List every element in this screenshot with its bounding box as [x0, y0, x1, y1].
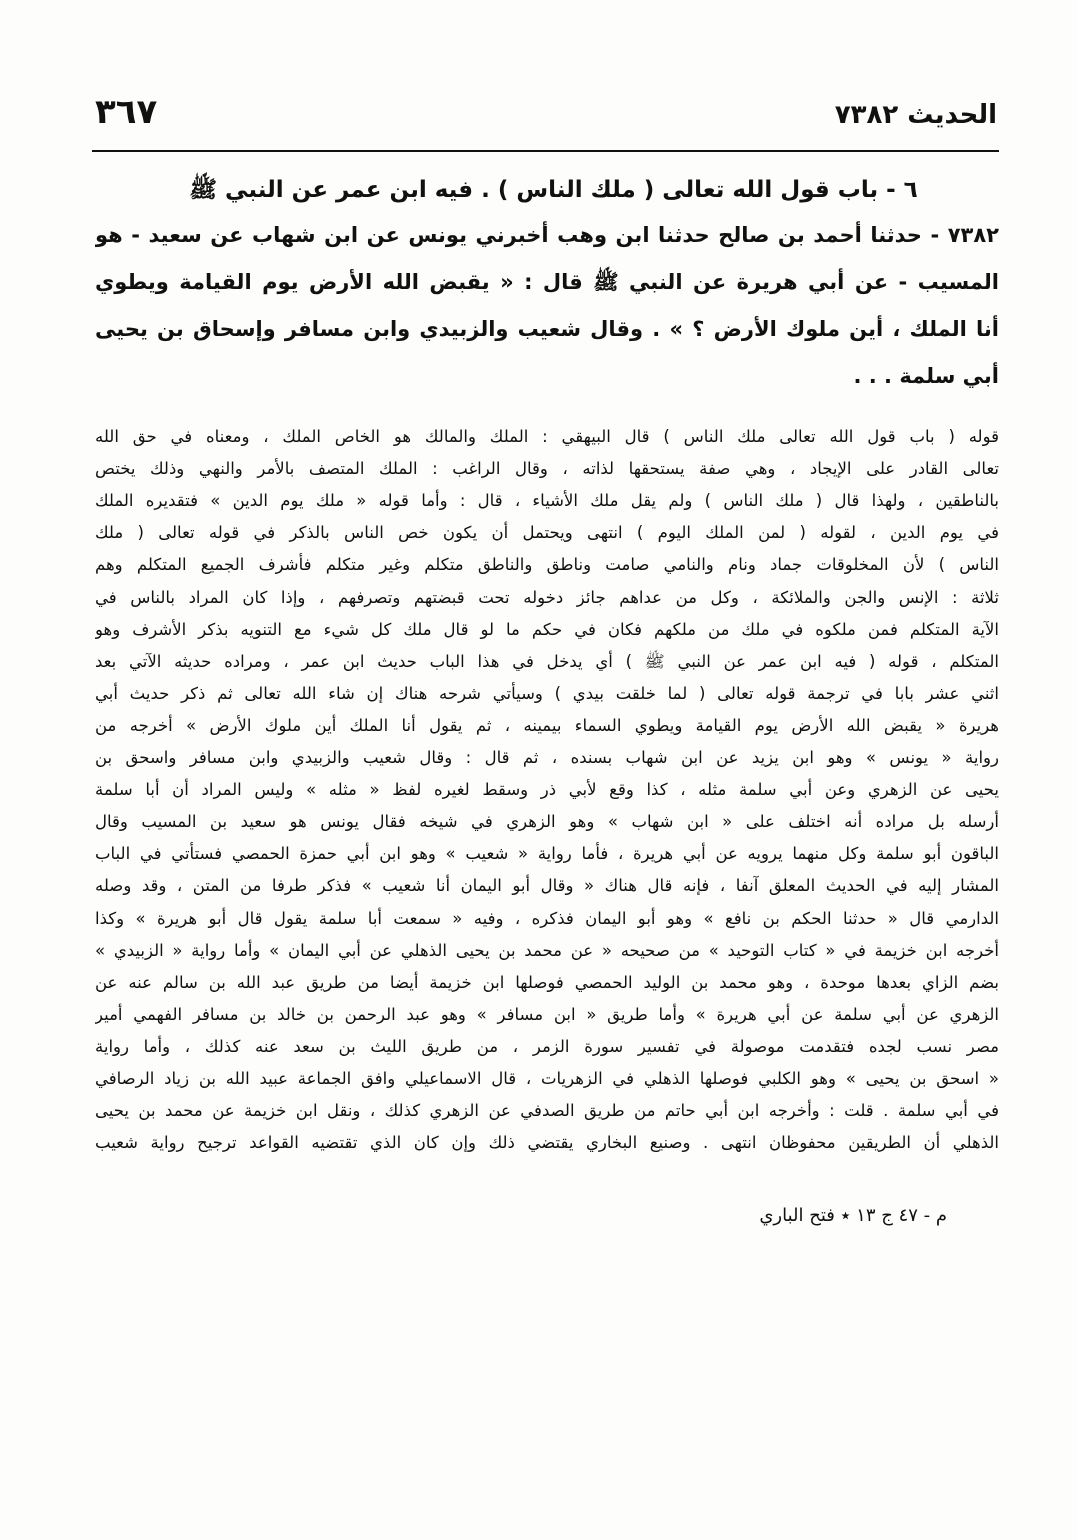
commentary-line: تعالى القادر على الإيجاد ، وهي صفة يستحقها لذاته ، وقال الراغب : الملك المتصف بالأمر والنهي وذلك يختص: [95, 459, 999, 479]
commentary-line: أخرجه ابن خزيمة في « كتاب التوحيد » من صحيحه « عن محمد بن يحيى الذهلي عن أبي اليمان » وأما رواية « الزبيدي »: [95, 940, 999, 960]
commentary-line: الدارمي قال « حدثنا الحكم بن نافع » وهو أبو اليمان فذكره ، وفيه « سمعت أبا سلمة يقول قال أبو هريرة » وكذا: [95, 908, 999, 928]
commentary-line: بضم الزاي بعدها موحدة ، وهو محمد بن الوليد الحمصي فوصلها ابن خزيمة أيضا من طريق عبد الله بن سالم عنه عن: [95, 972, 999, 992]
commentary-line: رواية « يونس » وهو ابن يزيد عن ابن شهاب بسنده ، ثم قال : وقال شعيب والزبيدي وابن مسافر واسحق بن: [95, 748, 999, 767]
commentary-line: ثلاثة : الإنس والجن والملائكة ، وكل من عداهم جائز دخوله تحت قبضتهم وتصرفهم ، وإذا كان المراد بالناس في: [95, 587, 999, 607]
commentary-line: الذهلي أن الطريقين محفوظان انتهى . وصنيع البخاري يقتضي ذلك وإن كان الذي تقتضيه القواعد ترجيح رواية شعيب: [95, 1133, 999, 1153]
hadith-line: المسيب - عن أبي هريرة عن النبي ﷺ قال : « يقبض الله الأرض يوم القيامة ويطوي: [95, 270, 999, 294]
page-header: [95, 92, 997, 142]
hadith-line: أنا الملك ، أين ملوك الأرض ؟ » . وقال شعيب والزبيدي وابن مسافر وإسحاق بن يحيى: [95, 317, 999, 341]
commentary-line: بالناطقين ، ولهذا قال ( ملك الناس ) ولم يقل ملك الأشياء ، قال : وأما قوله « ملك يوم الدين » فتقديره الملك: [95, 491, 999, 511]
commentary-line: مصر نسب لجده فتقدمت موصولة في تفسير سورة الزمر ، من طريق الليث بن سعد عنه كذلك ، وأما رواية: [95, 1036, 999, 1056]
chapter-title: ٦ - باب قول الله تعالى ( ملك الناس ) . فيه ابن عمر عن النبي ﷺ: [189, 177, 918, 203]
commentary-line: الناس ) لأن المخلوقات جماد ونام والنامي صامت وناطق والناطق متكلم وغير متكلم فأشرف الجميع المتكلم وهم: [95, 555, 999, 575]
commentary-line: يحيى عن الزهري وعن أبي سلمة مثله ، كذا وقع لأبي ذر وسقط لغيره لفظ « مثله » وليس المراد أن أبا سلمة: [95, 780, 999, 800]
commentary-line: « اسحق بن يحيى » وهو الكلبي فوصلها الذهلي في الزهريات ، قال الاسماعيلي وافق الجماعة عبيد الله بن زياد الرصافي: [95, 1069, 999, 1088]
commentary-line: في يوم الدين ، لقوله ( لمن الملك اليوم ) انتهى ويحتمل أن يكون خص الناس بالذكر في قوله تعالى ( ملك: [95, 523, 999, 543]
hadith-line: ٧٣٨٢ - حدثنا أحمد بن صالح حدثنا ابن وهب أخبرني يونس عن ابن شهاب عن سعيد - هو: [95, 223, 999, 247]
commentary-line: في أبي سلمة . قلت : وأخرجه ابن أبي حاتم من طريق الصدفي عن الزهري كذلك ، ونقل ابن خزيمة عن محمد بن يحيى: [95, 1101, 999, 1121]
commentary-line: الزهري عن أبي سلمة عن أبي هريرة » وأما طريق « ابن مسافر » وهو عبد الرحمن بن خالد بن مسافر الفهمي أمير: [95, 1004, 999, 1024]
running-head: الحديث ٧٣٨٢: [834, 100, 997, 130]
page-footer: م - ٤٧ ج ١٣ ٭ فتح الباري: [759, 1205, 947, 1226]
hadith-line: أبي سلمة . . .: [853, 364, 999, 388]
commentary-line: هريرة « يقبض الله الأرض يوم القيامة ويطوي السماء بيمينه ، ثم يقول أنا الملك أين ملوك الأرض » أخرجه من: [95, 715, 999, 735]
commentary-line: الآية المتكلم فمن ملكوه في ملك من ملكهم فكان في حكم ما لو قال ملك كل شيء مع التنويه بذكر الأشرف وهو: [95, 619, 999, 639]
commentary-line: المشار إليه في الحديث المعلق آنفا ، فإنه قال هناك « وقال أبو اليمان أنا شعيب » فذكر طرفا من المتن ، وقد وصله: [95, 876, 999, 896]
commentary-line: اثني عشر بابا في ترجمة قوله تعالى ( لما خلقت بيدي ) وسيأتي شرحه هناك إن شاء الله تعالى ثم ذكر حديث أبي: [95, 683, 999, 703]
header-rule: [92, 150, 999, 152]
commentary-line: المتكلم ، قوله ( فيه ابن عمر عن النبي ﷺ ) أي يدخل في هذا الباب حديث ابن عمر ، ومراده حديثه الآتي بعد: [95, 651, 999, 671]
commentary-line: الباقون أبو سلمة وكل منهما يرويه عن أبي هريرة ، فأما رواية « شعيب » وهو ابن أبي حمزة الحمصي فستأتي في الباب: [95, 844, 999, 864]
commentary-line: قوله ( باب قول الله تعالى ملك الناس ) قال البيهقي : الملك والمالك هو الخاص الملك ، ومعناه في حق الله: [95, 427, 999, 446]
page-number: ٣٦٧: [95, 92, 158, 132]
commentary-line: أرسله بل مراده أنه اختلف على « ابن شهاب » وهو الزهري في شيخه فقال يونس هو سعيد بن المسيب وقال: [95, 812, 999, 832]
